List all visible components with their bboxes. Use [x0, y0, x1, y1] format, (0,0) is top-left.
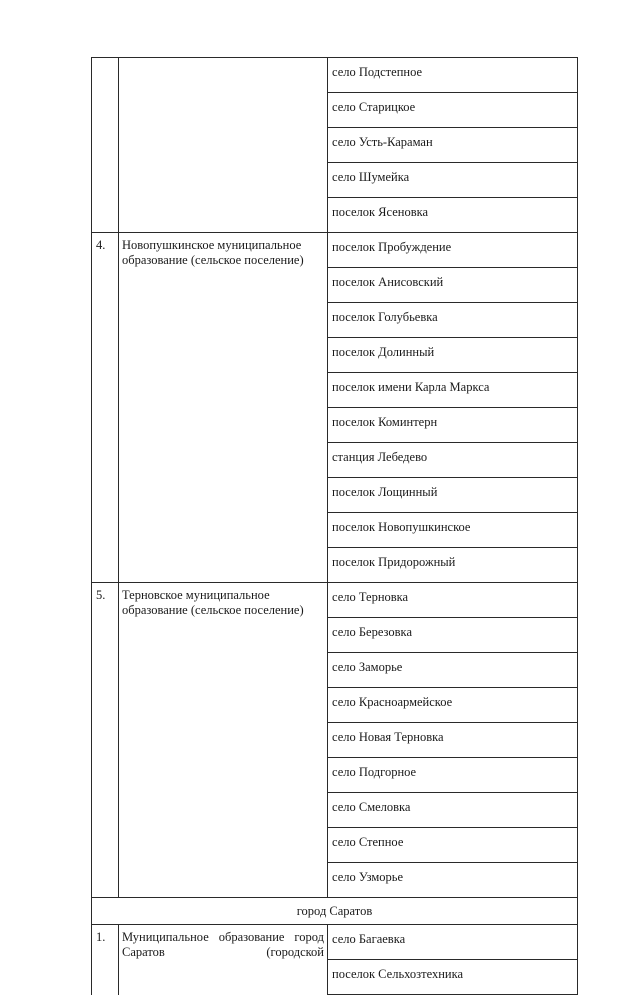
locality-cell: село Подгорное	[328, 758, 578, 793]
group-number: 5.	[92, 583, 119, 898]
municipality-name: Терновское муниципальное образование (сельское поселение)	[119, 583, 328, 898]
group-number: 1.	[92, 925, 119, 995]
locality-cell: село Новая Терновка	[328, 723, 578, 758]
locality-cell: село Шумейка	[328, 163, 578, 198]
locality-cell: поселок Долинный	[328, 338, 578, 373]
locality-cell: село Узморье	[328, 863, 578, 898]
locality-cell: село Терновка	[328, 583, 578, 618]
locality-cell: село Заморье	[328, 653, 578, 688]
locality-cell: поселок Придорожный	[328, 548, 578, 583]
group-number: 4.	[92, 233, 119, 583]
locality-cell: село Березовка	[328, 618, 578, 653]
locality-cell: поселок Ясеновка	[328, 198, 578, 233]
table-row	[92, 583, 578, 618]
group-number	[92, 58, 119, 233]
locality-cell: село Красноармейское	[328, 688, 578, 723]
locality-cell: село Старицкое	[328, 93, 578, 128]
municipality-name: Новопушкинское муниципальное образование (сельское поселение)	[119, 233, 328, 583]
locality-cell: поселок имени Карла Маркса	[328, 373, 578, 408]
locality-cell: поселок Голубьевка	[328, 303, 578, 338]
locality-cell: поселок Лощинный	[328, 478, 578, 513]
locality-cell: поселок Коминтерн	[328, 408, 578, 443]
locality-cell: поселок Сельхозтехника	[328, 960, 578, 995]
locality-cell: село Усть-Караман	[328, 128, 578, 163]
table-row	[92, 233, 578, 268]
table-row	[92, 58, 578, 93]
table-row	[92, 925, 578, 960]
locality-cell: село Подстепное	[328, 58, 578, 93]
municipality-name: Муниципальное образование город Саратов (городской	[119, 925, 328, 995]
city-header: город Саратов	[92, 898, 578, 925]
locality-cell: село Степное	[328, 828, 578, 863]
locality-cell: станция Лебедево	[328, 443, 578, 478]
settlements-table	[91, 57, 578, 995]
locality-cell: поселок Анисовский	[328, 268, 578, 303]
locality-cell: село Багаевка	[328, 925, 578, 960]
municipality-name	[119, 58, 328, 233]
locality-cell: поселок Пробуждение	[328, 233, 578, 268]
locality-cell: поселок Новопушкинское	[328, 513, 578, 548]
city-header-row	[92, 898, 578, 925]
locality-cell: село Смеловка	[328, 793, 578, 828]
